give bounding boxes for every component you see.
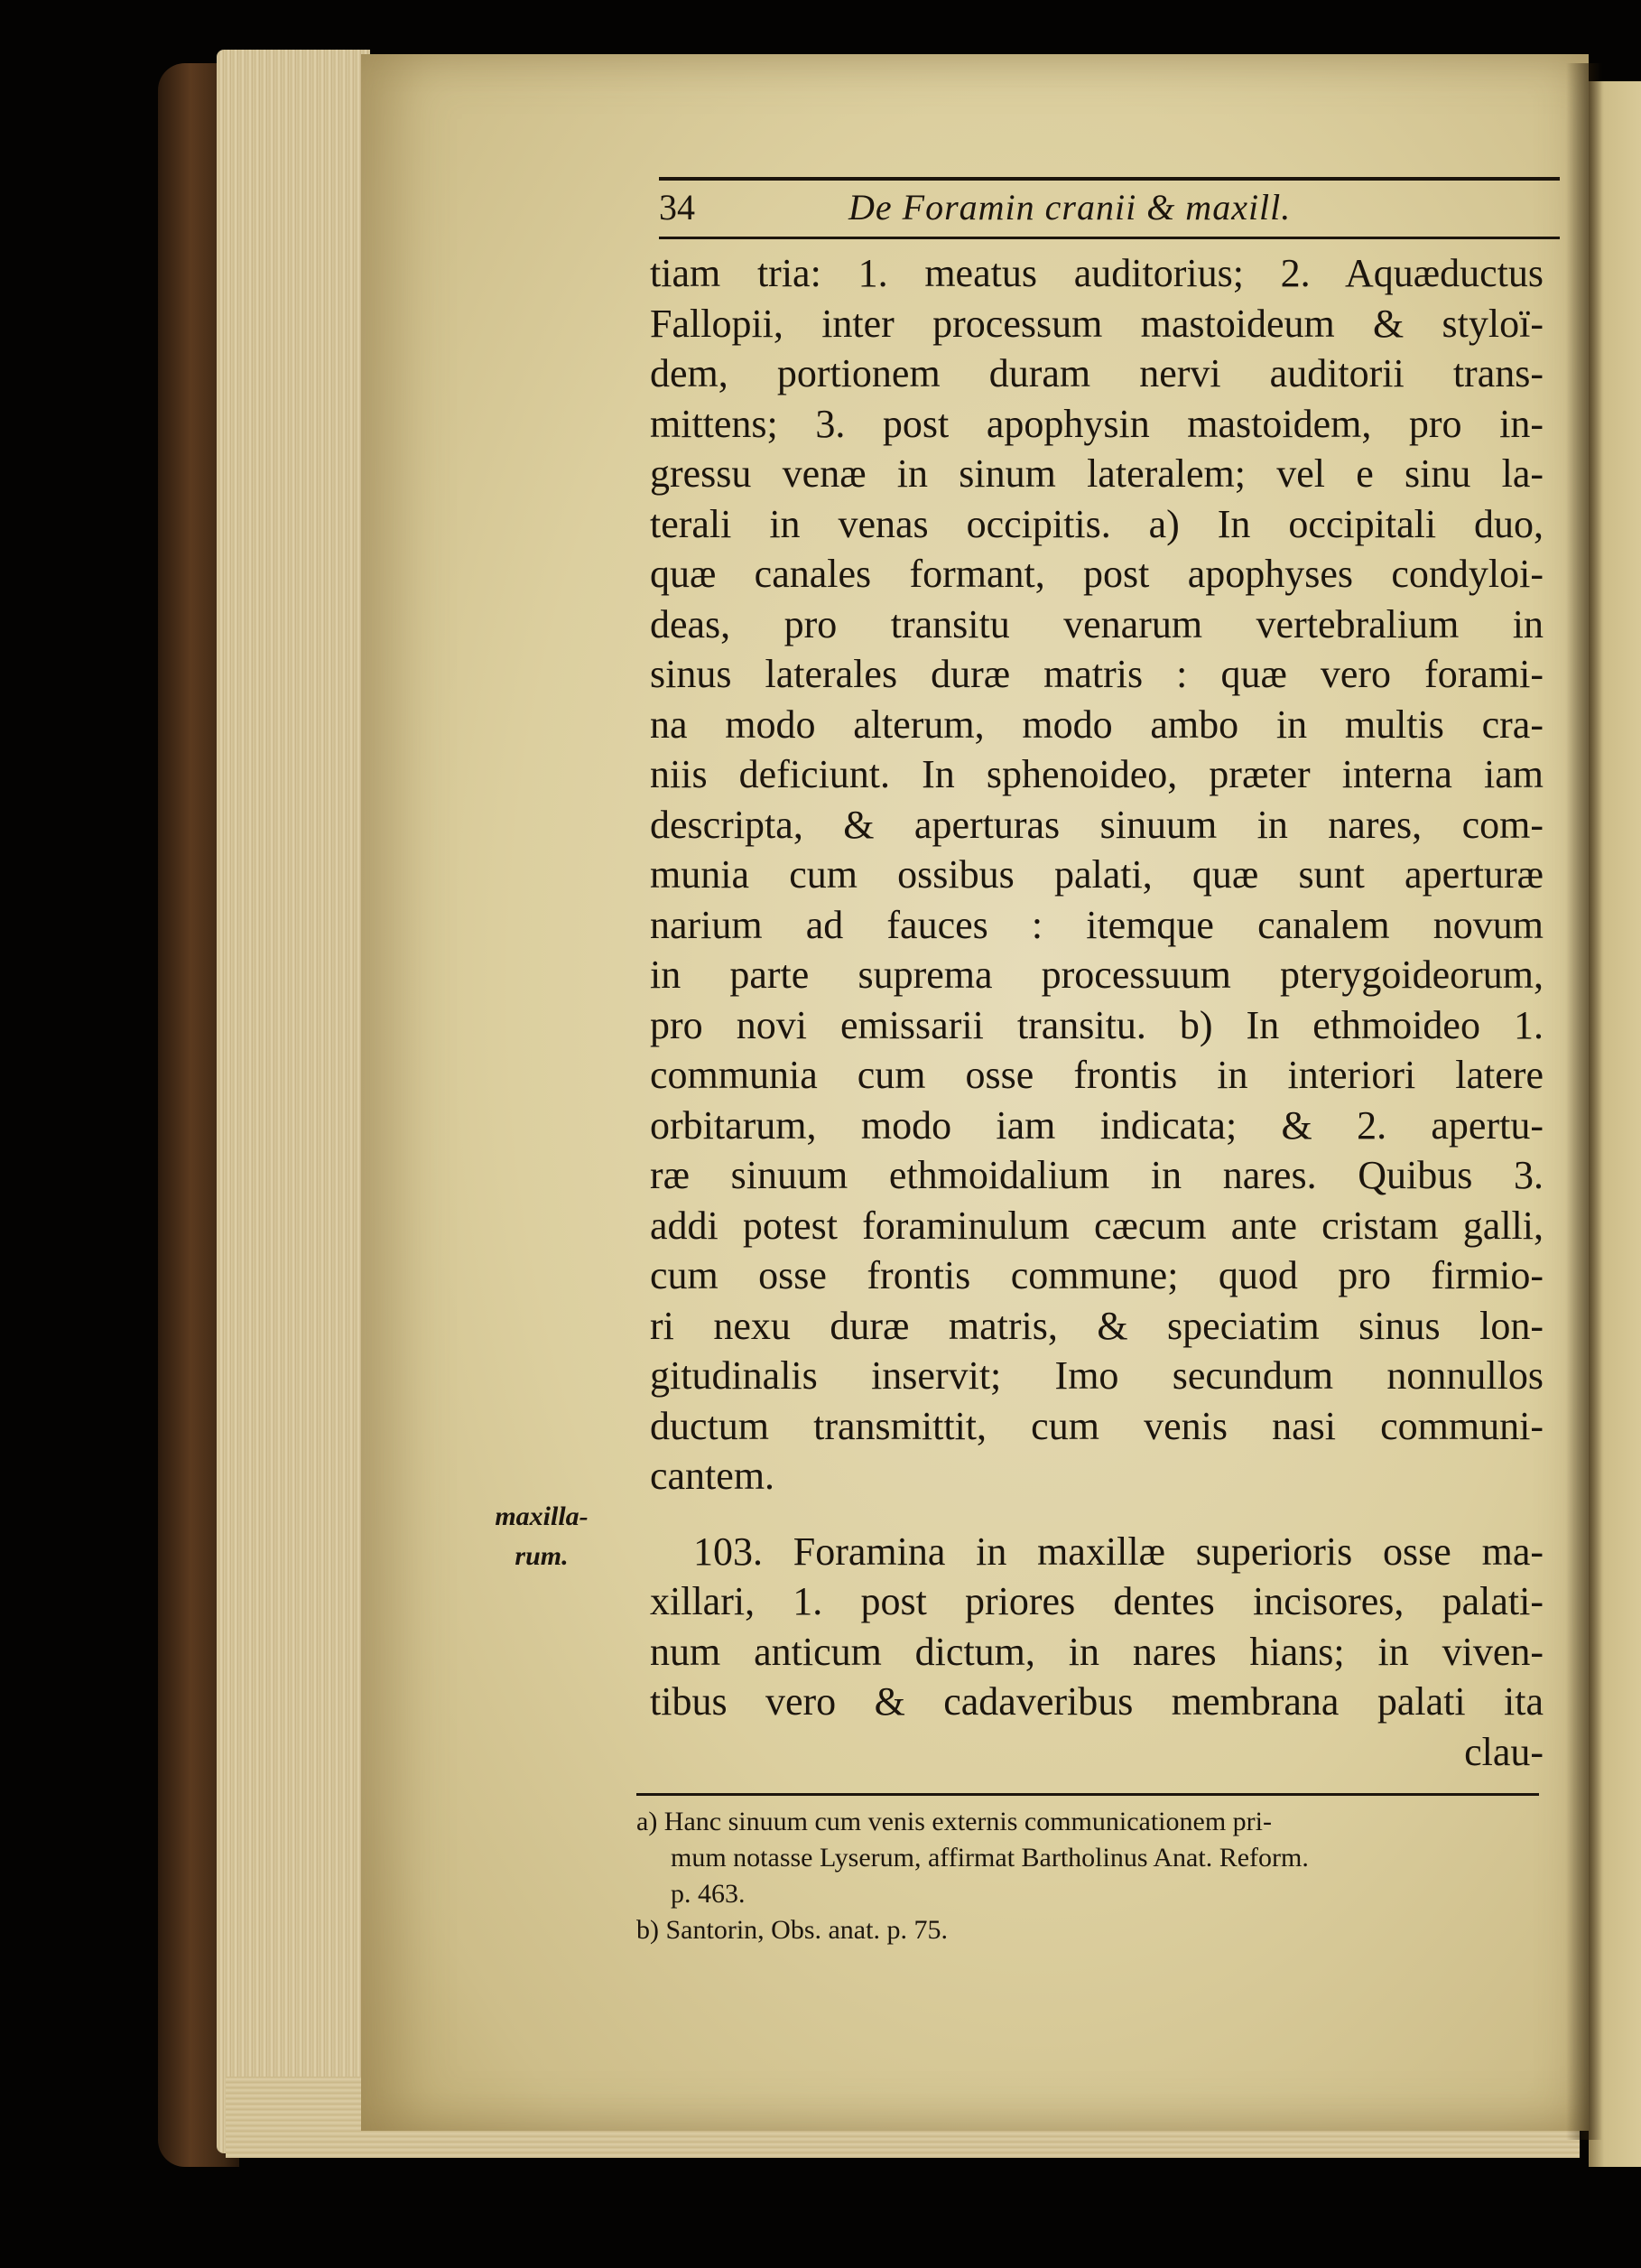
text-line: mittens; 3. post apophysin mastoidem, pro in- (650, 401, 1544, 446)
text-line: ri nexu duræ matris, & speciatim sinus lon- (650, 1303, 1544, 1348)
footnotes (636, 1804, 1553, 1948)
running-head: De Foramin cranii & maxill. (848, 187, 1292, 228)
text-line: quæ canales formant, post apophyses condyloi- (650, 552, 1544, 596)
text-line: dem, portionem duram nervi auditorii trans- (650, 351, 1544, 395)
page-gutter (1566, 63, 1602, 2140)
text-line: ductum transmittit, cum venis nasi communi- (650, 1403, 1544, 1448)
body-text (650, 248, 1553, 1777)
page-number: 34 (659, 187, 695, 228)
footnote-b-line: b) Santorin, Obs. anat. p. 75. (636, 1915, 948, 1945)
text-line: communia cum osse frontis in interiori latere (650, 1053, 1544, 1097)
page-edges (217, 50, 370, 2153)
footnote-a-line: a) Hanc sinuum cum venis externis communicationem pri- (636, 1807, 1272, 1836)
text-line: orbitarum, modo iam indicata; & 2. apertu- (650, 1102, 1544, 1148)
text-line: descripta, & aperturas sinuum in nares, com- (650, 802, 1544, 847)
text-line: sinus laterales duræ matris : quæ vero forami- (650, 652, 1544, 696)
page-header (659, 179, 1560, 233)
text-line: pro novi emissarii transitu. b) In ethmoideo 1. (650, 1002, 1544, 1047)
text-line: terali in venas occipitis. a) In occipitali duo, (650, 501, 1544, 546)
paragraph-103-line: num anticum dictum, in nares hians; in viven- (650, 1629, 1544, 1674)
text-line: munia cum ossibus palati, quæ sunt aperturæ (650, 852, 1544, 897)
text-line: na modo alterum, modo ambo in multis cra- (650, 702, 1544, 747)
text-line: tiam tria: 1. meatus auditorius; 2. Aquæductus (650, 251, 1544, 295)
header-rule-bottom (659, 237, 1560, 239)
text-line: narium ad fauces : itemque canalem novum (650, 902, 1544, 947)
text-line: gressu venæ in sinum lateralem; vel e sinu la- (650, 451, 1544, 496)
margin-note (478, 1497, 605, 1576)
paragraph-103-line: tibus vero & cadaveribus membrana palati ita (650, 1679, 1544, 1724)
text-line: addi potest foraminulum cæcum ante cristam galli, (650, 1203, 1544, 1248)
footnote-rule (636, 1793, 1539, 1796)
footnote-a-line: p. 463. (671, 1879, 746, 1909)
text-line: in parte suprema processuum pterygoideorum, (650, 953, 1544, 997)
text-line: deas, pro transitu venarum vertebralium in (650, 601, 1544, 646)
text-line: cum osse frontis commune; quod pro firmio- (650, 1253, 1544, 1297)
text-line: Fallopii, inter processum mastoideum & styloï- (650, 301, 1544, 346)
footnote-a-line: mum notasse Lyserum, affirmat Bartholinus Anat. Reform. (671, 1843, 1309, 1873)
text-line: ræ sinuum ethmoidalium in nares. Quibus 3. (650, 1153, 1544, 1197)
text-line: gitudinalis inservit; Imo secundum nonnullos (650, 1353, 1544, 1398)
margin-note-line: rum. (515, 1541, 569, 1571)
catchword: clau- (1464, 1729, 1544, 1774)
margin-note-line: maxilla- (495, 1501, 589, 1531)
text-line: cantem. (650, 1454, 775, 1498)
paragraph-103-line: xillari, 1. post priores dentes incisores, palati- (650, 1579, 1544, 1623)
text-line: niis deficiunt. In sphenoideo, præter interna iam (650, 752, 1544, 796)
paragraph-103-line: 103. Foramina in maxillæ superioris osse ma- (693, 1529, 1544, 1574)
